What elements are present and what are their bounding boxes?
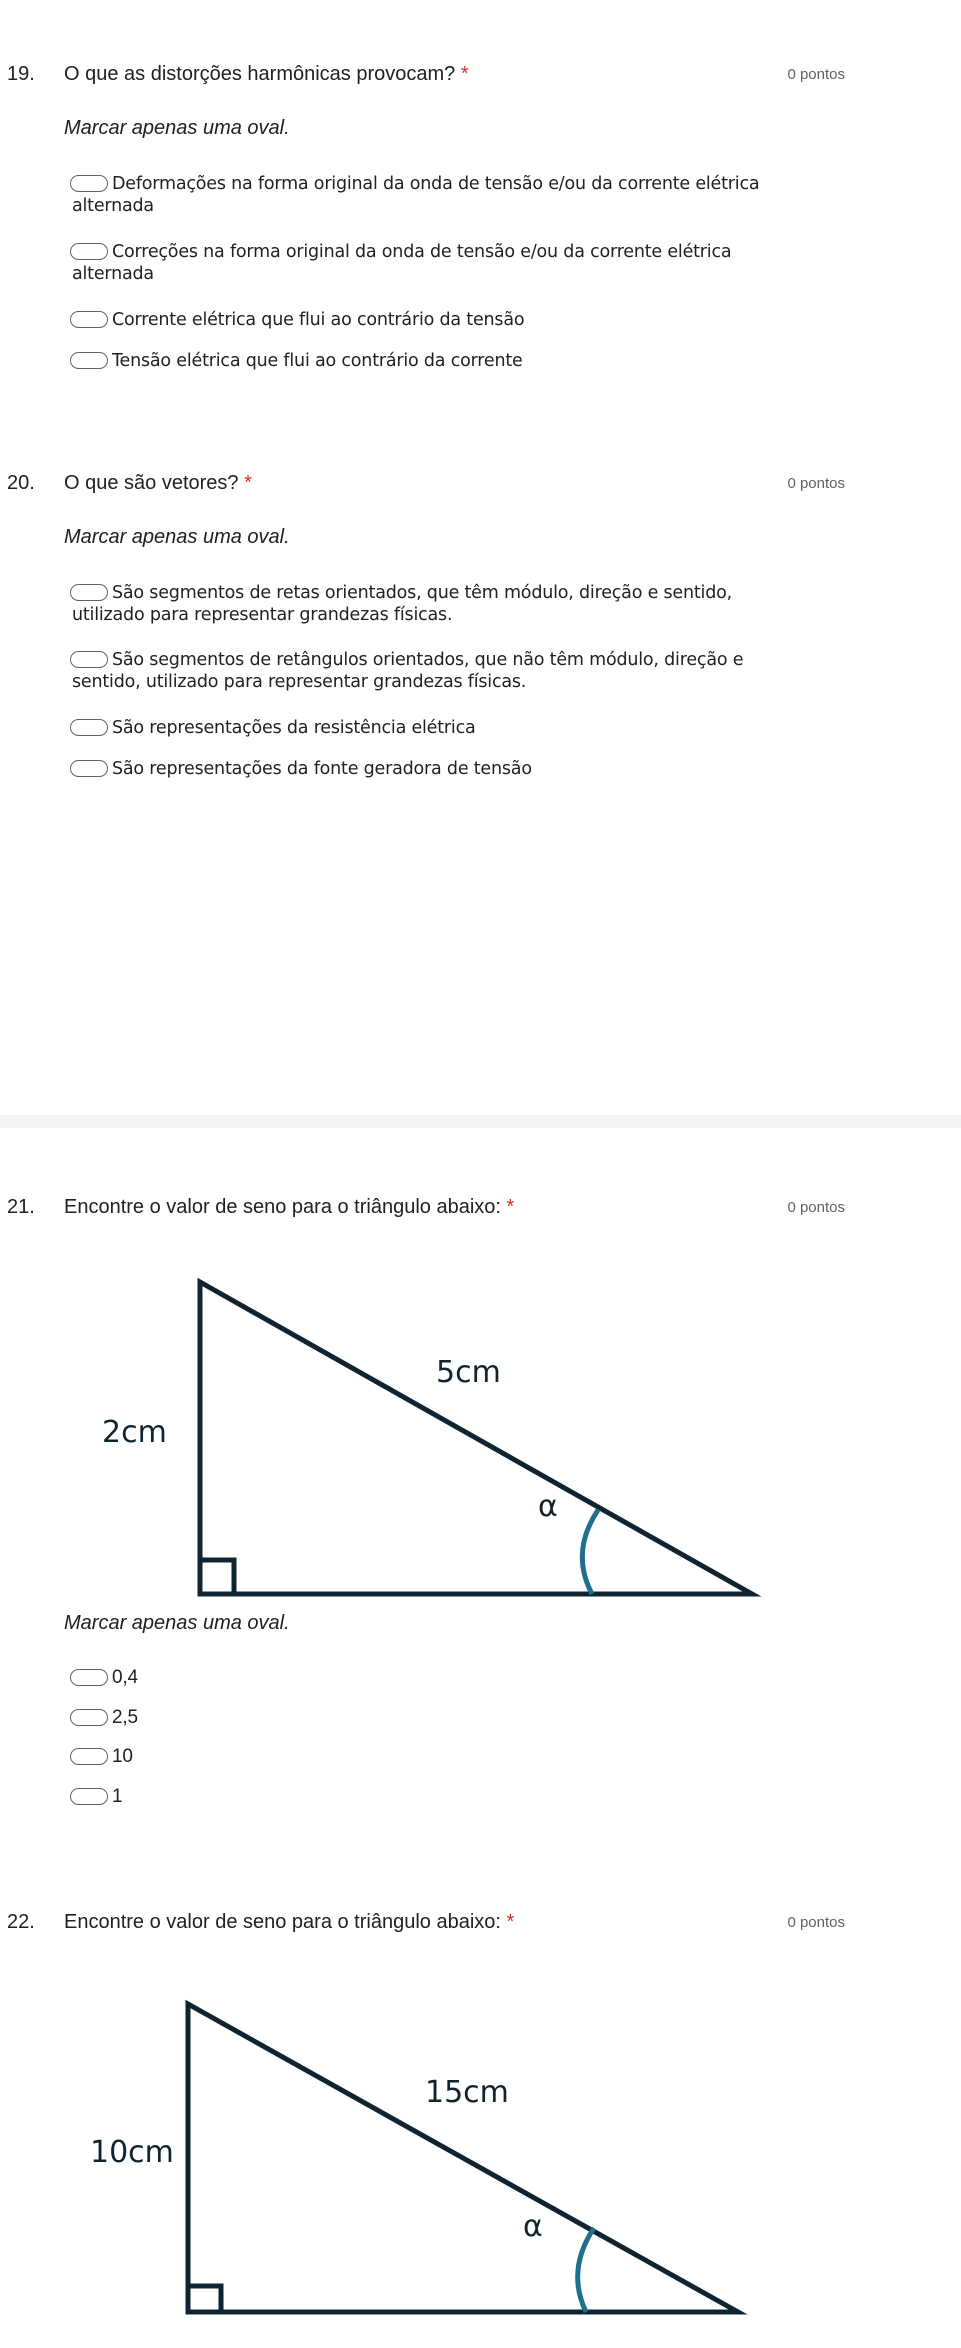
option-label: Tensão elétrica que flui ao contrário da corrente <box>112 351 523 371</box>
angle-label: α <box>538 1489 558 1524</box>
question-title <box>64 1910 514 1934</box>
required-asterisk: * <box>244 472 252 494</box>
radio-oval-icon[interactable] <box>70 352 108 369</box>
option-label: 0,4 <box>112 1667 138 1688</box>
radio-oval-icon[interactable] <box>70 311 108 328</box>
question-number: 22. <box>7 1911 35 1933</box>
radio-oval-icon[interactable] <box>70 651 108 668</box>
question-title-text: Encontre o valor de seno para o triângulo abaixo: <box>64 1196 501 1218</box>
option-radio[interactable] <box>72 758 802 780</box>
option-radio[interactable] <box>72 241 802 285</box>
question-title-text: O que as distorções harmônicas provocam? <box>64 63 456 85</box>
question-instruction: Marcar apenas uma oval. <box>64 1612 290 1634</box>
angle-arc <box>578 2228 594 2312</box>
question-instruction: Marcar apenas uma oval. <box>64 526 290 548</box>
question-title-text: Encontre o valor de seno para o triângulo abaixo: <box>64 1911 501 1933</box>
right-angle-marker <box>188 2286 221 2312</box>
option-radio[interactable] <box>72 309 802 331</box>
triangle-outline <box>188 2004 738 2312</box>
option-radio[interactable] <box>72 173 802 217</box>
side-vertical-label: 10cm <box>90 2135 174 2170</box>
option-radio[interactable] <box>72 1786 802 1808</box>
hypotenuse-label: 5cm <box>436 1355 501 1390</box>
option-label: Correções na forma original da onda de tensão e/ou da corrente elétrica alternada <box>72 242 732 284</box>
radio-oval-icon[interactable] <box>70 1669 108 1686</box>
option-label: Deformações na forma original da onda de tensão e/ou da corrente elétrica alternada <box>72 174 760 216</box>
question-instruction: Marcar apenas uma oval. <box>64 117 290 139</box>
option-label: 1 <box>112 1786 123 1807</box>
question-title <box>64 471 252 495</box>
triangle-outline <box>200 1282 752 1594</box>
radio-oval-icon[interactable] <box>70 1709 108 1726</box>
question-title <box>64 62 469 86</box>
option-radio[interactable] <box>72 1746 802 1768</box>
angle-label: α <box>523 2209 543 2244</box>
radio-oval-icon[interactable] <box>70 760 108 777</box>
option-radio[interactable] <box>72 649 802 693</box>
hypotenuse-label: 15cm <box>425 2075 509 2110</box>
option-radio[interactable] <box>72 1667 802 1689</box>
option-label: São representações da resistência elétrica <box>112 718 476 738</box>
option-label: São segmentos de retas orientados, que têm módulo, direção e sentido, utilizado para representar grandezas físicas. <box>72 583 732 625</box>
option-radio[interactable] <box>72 582 802 626</box>
question-points: 0 pontos <box>787 1914 845 1931</box>
option-label: São representações da fonte geradora de tensão <box>112 759 532 779</box>
section-divider <box>0 1115 961 1128</box>
radio-oval-icon[interactable] <box>70 1748 108 1765</box>
option-radio[interactable] <box>72 1707 802 1729</box>
angle-arc <box>582 1510 598 1594</box>
right-angle-marker <box>200 1560 234 1594</box>
radio-oval-icon[interactable] <box>70 243 108 260</box>
option-label: 2,5 <box>112 1707 138 1728</box>
option-radio[interactable] <box>72 717 802 739</box>
question-number: 19. <box>7 63 35 85</box>
option-label: 10 <box>112 1746 133 1767</box>
question-title <box>64 1195 514 1219</box>
option-label: São segmentos de retângulos orientados, que não têm módulo, direção e sentido, utilizado para representar grandezas físicas. <box>72 650 744 692</box>
required-asterisk: * <box>506 1196 515 1218</box>
side-vertical-label: 2cm <box>102 1415 167 1450</box>
question-points: 0 pontos <box>787 1199 845 1216</box>
option-label: Corrente elétrica que flui ao contrário da tensão <box>112 310 525 330</box>
radio-oval-icon[interactable] <box>70 1788 108 1805</box>
question-number: 20. <box>7 472 35 494</box>
radio-oval-icon[interactable] <box>70 175 108 192</box>
radio-oval-icon[interactable] <box>70 719 108 736</box>
question-points: 0 pontos <box>787 66 845 83</box>
triangle-figure-21 <box>0 1270 961 1610</box>
radio-oval-icon[interactable] <box>70 584 108 601</box>
required-asterisk: * <box>506 1911 515 1933</box>
question-number: 21. <box>7 1196 35 1218</box>
question-title-text: O que são vetores? <box>64 472 239 494</box>
required-asterisk: * <box>460 63 469 85</box>
option-radio[interactable] <box>72 350 802 372</box>
triangle-figure-22 <box>0 1990 961 2348</box>
question-points: 0 pontos <box>787 475 845 492</box>
